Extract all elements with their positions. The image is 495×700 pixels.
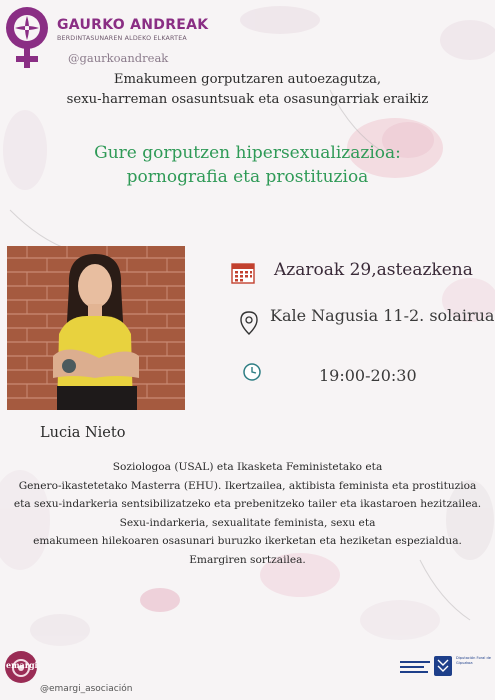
speaker-photo: [7, 246, 185, 410]
bio-line: Emargiren sortzailea.: [189, 553, 306, 566]
location-pin-icon: [236, 310, 262, 336]
event-date: Azaroak 29,asteazkena: [274, 260, 473, 280]
org-subtitle: BERDINTASUNAREN ALDEKO ELKARTEA: [57, 35, 187, 42]
venus-symbol-icon: [2, 4, 52, 72]
topic-title-line-2: pornografia eta prostituzioa: [126, 167, 369, 187]
org-name: GAURKO ANDREAK: [57, 17, 209, 33]
event-place: Kale Nagusia 11-2. solairua: [270, 306, 495, 325]
clock-icon: [242, 362, 262, 382]
sponsor-name: Diputación Foral de Gipuzkoa: [456, 656, 491, 665]
emargi-logo-text: emargi: [6, 660, 38, 670]
bio-line: Genero-ikastetetako Masterra (EHU). Ikertzailea, aktibista feminista eta prostituzioa: [18, 479, 477, 492]
bio-line: Soziologoa (USAL) eta Ikasketa Feministetako eta: [112, 461, 383, 473]
bio-line: eta sexu-indarkeria sentsibilizatzeko eta prebenitzeko tailer eta ikastaroen hezitzailea.: [13, 498, 482, 510]
speaker-name: Lucia Nieto: [40, 425, 126, 441]
org-handle: @gaurkoandreak: [68, 51, 169, 65]
event-time: 19:00-20:30: [319, 366, 417, 385]
intro-line-1: Emakumeen gorputzaren autoezagutza,: [113, 72, 382, 87]
bio-line: Sexu-indarkeria, sexualitate feminista, sexu eta: [119, 516, 376, 529]
intro-line-2: sexu-harreman osasuntsuak eta osasungarriak eraikiz: [66, 92, 429, 107]
speaker-bio: [0, 458, 495, 569]
topic-title-line-1: Gure gorputzen hipersexualizazioa:: [94, 143, 401, 163]
bio-line: emakumeen hilekoaren osasunari buruzko ikerketan eta heziketan espezialdua.: [33, 535, 462, 547]
calendar-icon: [230, 260, 256, 286]
emargi-handle: @emargi_asociación: [40, 684, 133, 694]
